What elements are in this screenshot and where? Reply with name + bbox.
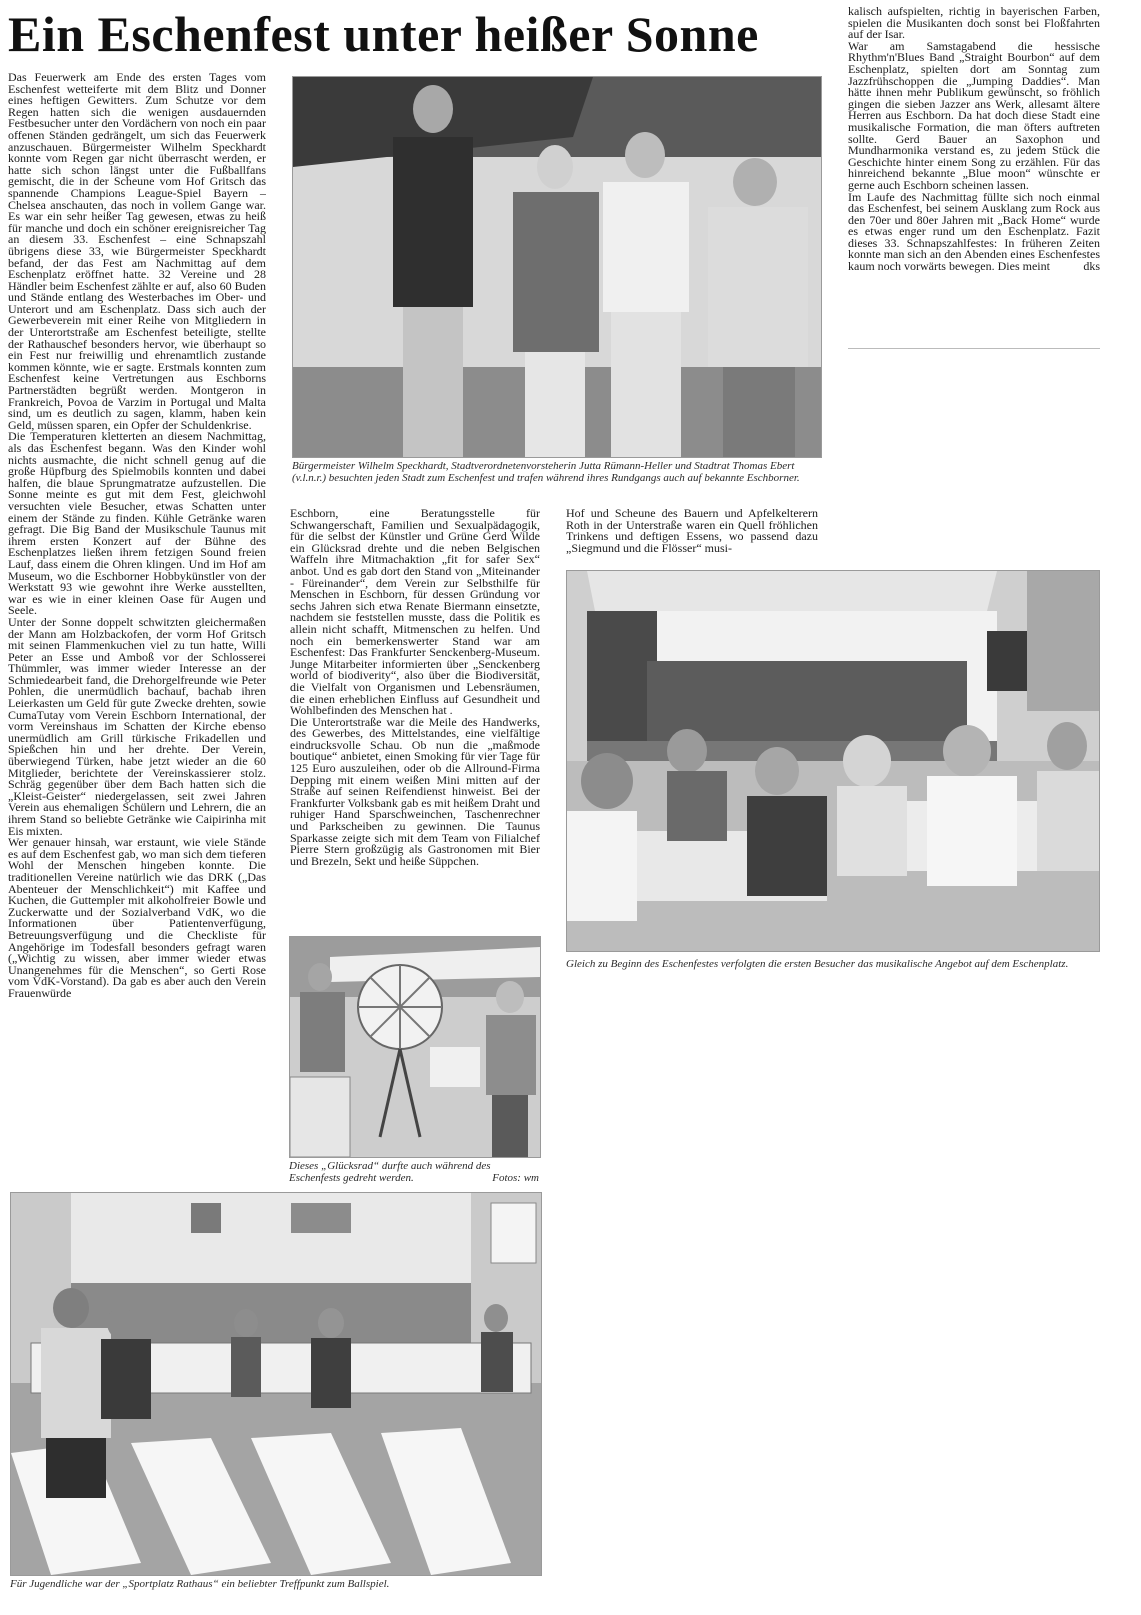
article-column-2 bbox=[290, 508, 540, 930]
paragraph bbox=[848, 189, 1100, 274]
paragraph: Die Temperaturen kletterten an diesem Nachmittag, als das Eschenfest begann. Was den Kinder wohl nichts ausmachte, die nicht schnell genug auf die große Hüpfburg des Spielmobils konnten und dabei halfen, die blaue Sprungmatratze aufzustellen. Die Sonne meinte es gut mit dem Fest, gleichwohl versuchten viele Besucher, etwas Schatten unter einem der Stände zu finden. Kühle Getränke waren gefragt. Die Big Band der Musikschule Taunus mit ihrem ersten Konzert auf der Bühne des Eschenplatzes ließen ihrem fetzigen Sound freien Lauf, dass einem die Ohren klingen. Und im Hof am Museum, wo die Eschborner Hobbykünstler von der Werkstatt 93 wie gewohnt ihre Werke ausstellten, war es wie in einer kleinen Oase für Augen und Seele. bbox=[8, 429, 266, 618]
photo-wheel-image bbox=[290, 937, 540, 1157]
author-signature: dks bbox=[1083, 259, 1100, 274]
paragraph: Die Unterortstraße war die Meile des Handwerks, des Gewerbes, des Mittelstandes, eine vielfältige eindrucksvolle Schau. Ob nun die „maßmode boutique“ anbietet, einen Smoking für vier Tage für 125 Euro auszuleihen, oder ob die Allround-Firma Depping mit einem weißen Mini mitten auf der Straße auf seinen Reifendienst hinweist. Bei der Frankfurter Volksbank gab es mit heißem Draht und ruhiger Hand Sparschweinchen, Taschenrechner und Parkscheiben zu gewinnen. Die Taunus Sparkasse zeigte sich mit dem Team von Filialchef Pierre Stern großzügig als Gastronomen mit Bier und Brezeln, Sekt und heiße Süppchen. bbox=[290, 714, 540, 868]
paragraph-text: Im Laufe des Nachmittag füllte sich noch einmal das Eschenfest, bei seinem Ausklang zum Rock aus den 70er und 80er Jahren mit „Back Home“ wurde es etwas enger rund um den Eschenplatz. Fazit dieses 33. Schnapszahlfestes: In früheren Zeiten konnte man sich an den Abenden eines Eschenfestes kaum noch vorwärts bewegen. Dies meint bbox=[848, 189, 1100, 274]
caption-wheel bbox=[289, 1160, 539, 1188]
caption-stage: Gleich zu Beginn des Eschenfestes verfolgten die ersten Besucher das musikalische Angebot auf dem Eschenplatz. bbox=[566, 958, 1069, 970]
headline: Ein Eschenfest unter heißer Sonne bbox=[8, 6, 759, 62]
paragraph: War am Samstagabend die hessische Rhythm'n'Blues Band „Straight Bourbon“ auf dem Eschenplatz, spielten dort am Sonntag zum Jazzfrühschoppen die „Jumping Daddies“. Man hätte ihnen mehr Publikum gewünscht, so fröhlich gingen die sieben Jazzer ans Werk, allesamt ältere Herren aus Eschborn. Da hat doch diese Stadt eine musikalische Formation, die man öfters auftreten sollte. Gerd Bauer an Saxophon und Mundharmonika verstand es, zu jedem Stück die Geschichte hinter einem Song zu erzählen. Für das hinreichend bekannte „Blue moon“ wünschte er gerne auch Eschborn scheinen lassen. bbox=[848, 38, 1100, 192]
photo-stage-image bbox=[567, 571, 1099, 951]
photo-wheel bbox=[289, 936, 541, 1158]
photo-ballgame-image bbox=[11, 1193, 541, 1575]
photo-stage bbox=[566, 570, 1100, 952]
paragraph: Unter der Sonne doppelt schwitzten gleichermaßen der Mann am Holzbackofen, der vorm Hof Gritsch mit seinen Flammenkuchen viel zu tun hatte, Willi Peter an Esse und Amboß vor der Schlosserei Thümmler, was immer wieder Interesse an der Schmiedearbeit fand, die Drehorgelfreunde wie Peter Pohlen, die unermüdlich bachauf, bachab ihren Leierkasten um Geld für gute Zwecke drehten, sowie CumaTutay vom Verein Eschborn International, der vorm Vereinshaus im Schatten der Kirche ebenso unermüdlich am Grill türkische Frikadellen und Spießchen hin und her drehte. Der Verein, überwiegend Türken, habe jetzt wieder an die 60 Mitglieder, berichtete der Vereinskassierer stolz. Schräg gegenüber über dem Bach hatten sich die „Kleist-Geister“ niedergelassen, seit zwei Jahren Verein aus ehemaligen Schülern und Lehrern, die an ihrem Stand so beliebte Getränke wie Caipirinha mit Eis mixten. bbox=[8, 614, 266, 838]
article-column-3 bbox=[566, 508, 818, 564]
article-column-1 bbox=[8, 72, 266, 1190]
photo-credit: Fotos: wm bbox=[492, 1172, 539, 1184]
photo-officials-image bbox=[293, 77, 821, 457]
caption-ballgame: Für Jugendliche war der „Sportplatz Rathaus“ ein beliebter Treffpunkt zum Ballspiel. bbox=[10, 1578, 390, 1590]
column-end-rule bbox=[848, 348, 1100, 349]
photo-ballgame bbox=[10, 1192, 542, 1576]
article-column-4 bbox=[848, 6, 1100, 346]
paragraph: Hof und Scheune des Bauern und Apfelkelterern Roth in der Unterstraße waren ein Quell fröhlichen Trinkens und deftigen Essens, wo passend dazu „Siegmund und die Flösser“ musi- bbox=[566, 508, 818, 555]
paragraph: Das Feuerwerk am Ende des ersten Tages vom Eschenfest wetteiferte mit dem Blitz und Donner eines heftigen Gewitters. Zum Schutze vor dem Regen hatten sich die wenigen ausdauernden Festbesucher unter den Vordächern von noch ein paar offenen Ständen gedrängelt, um sich das Feuerwerk anzuschauen. Bürgermeister Wilhelm Speckhardt konnte vom Regen gar nicht überrascht werden, er hatte sich schon längst unter die Fußballfans gemischt, die in der Scheune vom Hof Gritsch das spannende Champions League-Spiel Bayern – Chelsea anschauten, das noch in vollem Gange war. Es war ein sehr heißer Tag gewesen, etwas zu heiß für manche und doch ein schöner ereignisreicher Tag an diesem 33. Eschenfest – eine Schnapszahl übrigens diese 33, wie Bürgermeister Speckhardt befand, der das Fest am Nachmittag auf dem Eschenplatz eröffnet hatte. 32 Vereine und 28 Händler beim Eschenfest zählte er auf, also 60 Buden und Stände entlang des Westerbaches im Ober- und Unterort und am Eschenplatz. Dass sich auch der Gewerbeverein mit einer Reihe von Mitgliedern in der Unterortstraße am Eschenfest beteiligte, stellte der Rathauschef besonders hervor, wie überhaupt so ein Fest nur freiwillig und ehrenamtlich zustande kommen könnte, wie er sagte. Erstmals konnten zum Eschenfest keine Vertretungen aus Eschborns Partnerstädten begrüßt werden. Montgeron in Frankreich, Povoa de Varzim in Portugal und Malta sind, um es deutlich zu sagen, klamm, haben kein Geld, müssen sparen, ein Opfer der Schuldenkrise. bbox=[8, 72, 266, 432]
caption-wheel-text: Dieses „Glücksrad“ durfte auch während des Eschenfests gedreht werden. bbox=[289, 1160, 491, 1184]
caption-officials: Bürgermeister Wilhelm Speckhardt, Stadtverordnetenvorsteherin Jutta Rümann-Heller und Stadtrat Thomas Ebert (v.l.n.r.) besuchten jeden Stadt zum Eschenfest und trafen während ihres Rundgangs auch auf bekannte Eschborner. bbox=[292, 460, 800, 484]
paragraph: Eschborn, eine Beratungsstelle für Schwangerschaft, Familien und Sexualpädagogik, für die selbst der Künstler und Grüne Gerd Wilde ein Glücksrad drehte und die neben Belgischen Waffeln ihre Mitmachaktion „fit for safer Sex“ anbot. Und es gab dort den Stand von „Miteinander - Füreinander“, dem Verein zur Selbsthilfe für Menschen in Eschborn, für dessen Gründung vor sechs Jahren sich etwa Renate Biermann einsetzte, nachdem sie feststellen musste, dass die Politik es allein nicht schafft, Mitmenschen zu helfen. Und noch ein bemerkenswerter Stand war am Eschenfest: Das Frankfurter Senckenberg-Museum. Junge Mitarbeiter informierten über „Senckenberg world of biodiverity“, also über die Biodiversität, die Vielfalt von Organismen und Lebensräumen, die einen erheblichen Einfluss auf Gesundheit und Wohlbefinden des Menschen hat . bbox=[290, 508, 540, 718]
paragraph: Wer genauer hinsah, war erstaunt, wie viele Stände es auf dem Eschenfest gab, wo man sich dem tieferen Wohl der Menschen hingeben konnte. Die traditionellen Vereine natürlich wie das DRK („Das Abenteuer der Menschlichkeit“) mit Kaffee und Kuchen, die Guttempler mit alkoholfreier Bowle und Zuckerwatte und der Sozialverband VdK, wo die Informationen über Patientenverfügung, Betreuungsverfügung und die Checkliste für Angehörige im Todesfall besonders gefragt waren („Wichtig zu wissen, aber immer wieder etwas Unangenehmes für die Menschen“, so Gerti Rose vom VdK-Vorstand). Da gab es aber auch den Verein Frauenwürde bbox=[8, 835, 266, 1000]
paragraph: kalisch aufspielten, richtig in bayerischen Farben, spielen die Musikanten doch sonst bei Floßfahrten auf der Isar. bbox=[848, 6, 1100, 42]
photo-officials bbox=[292, 76, 822, 458]
